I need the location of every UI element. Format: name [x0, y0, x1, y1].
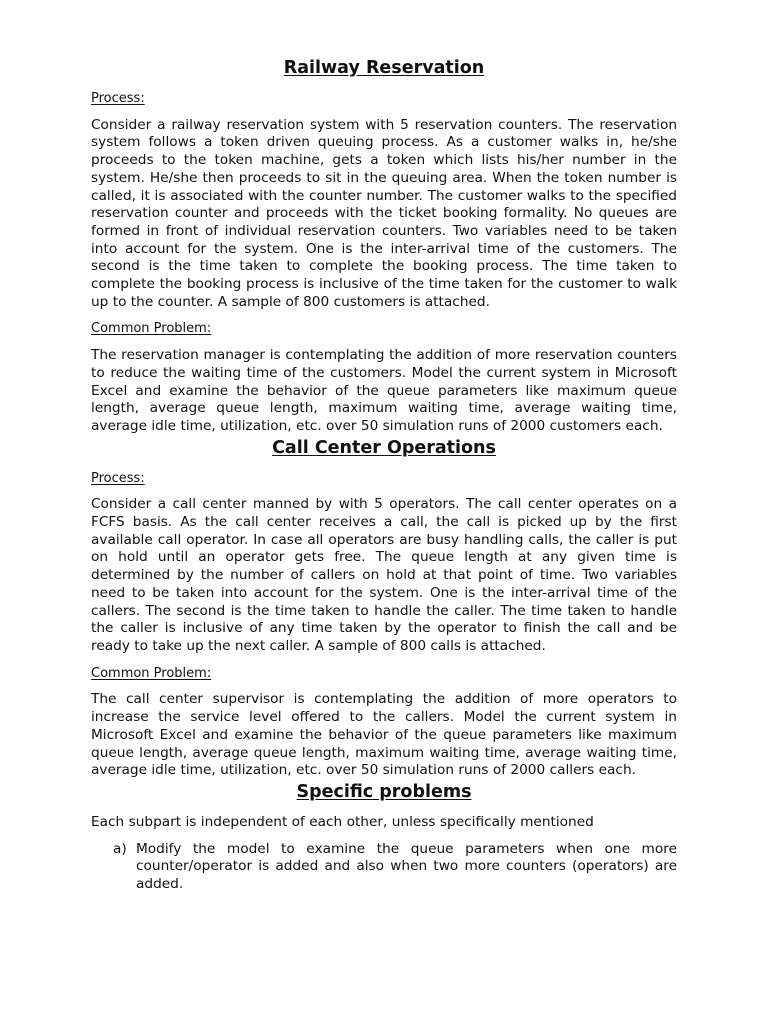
common-problem-paragraph: The call center supervisor is contemplating the addition of more operators to increase the service level offered to the callers. Model the current system in Microsoft Excel and examine the behavior of the queue parameters like maximum queue length, average queue length, maximum waiting time, average waiting time, average idle time, utilization, etc. over 50 simulation runs of 2000 callers each.	[91, 691, 677, 779]
section-title: Specific problems	[296, 781, 472, 802]
common-problem-label: Common Problem:	[91, 665, 212, 681]
intro-paragraph: Each subpart is independent of each other, unless specifically mentioned	[91, 813, 594, 830]
process-paragraph: Consider a railway reservation system with 5 reservation counters. The reservation system follows a token driven queuing process. As a customer walks in, he/she proceeds to the token machine, gets a token which lists his/her number in the system. He/she then proceeds to sit in the queuing area. When the token number is called, it is associated with the counter number. The customer walks to the specified reservation counter and proceeds with the ticket booking formality. No queues are formed in front of individual reservation counters. Two variables need to be taken into account for the system. One is the inter-arrival time of the customers. The second is the time taken to complete the booking process. The time taken to complete the booking process is inclusive of the time taken for the customer to walk up to the counter. A sample of 800 customers is attached.	[91, 116, 677, 310]
specific-problems-section	[91, 780, 677, 894]
subpart-list	[91, 841, 677, 894]
section-title: Call Center Operations	[272, 437, 496, 458]
process-label: Process:	[91, 470, 145, 486]
list-item-text: Modify the model to examine the queue parameters when one more counter/operator is added and also when two more counters (operators) are added.	[136, 840, 677, 893]
process-paragraph: Consider a call center manned by with 5 operators. The call center operates on a FCFS basis. As the call center receives a call, the call is picked up by the first available call operator. In case all operators are busy handling calls, the caller is put on hold until an operator gets free. The queue length at any given time is determined by the number of callers on hold at that point of time. Two variables need to be taken into account for the system. One is the inter-arrival time of the callers. The second is the time taken to handle the caller. The time taken to handle the caller is inclusive of any time taken by the operator to finish the call and be ready to take up the next caller. A sample of 800 calls is attached.	[91, 496, 677, 654]
list-item	[91, 841, 677, 894]
common-problem-paragraph: The reservation manager is contemplating the addition of more reservation counters to reduce the waiting time of the customers. Model the current system in Microsoft Excel and examine the behavior of the queue parameters like maximum queue length, average queue length, maximum waiting time, average waiting time, average idle time, utilization, etc. over 50 simulation runs of 2000 customers each.	[91, 347, 677, 434]
process-label: Process:	[91, 91, 145, 106]
common-problem-label: Common Problem:	[91, 321, 212, 337]
call-center-section	[91, 436, 677, 780]
section-title: Railway Reservation	[283, 58, 485, 78]
railway-reservation-section	[91, 56, 677, 436]
list-marker: a)	[113, 840, 127, 857]
